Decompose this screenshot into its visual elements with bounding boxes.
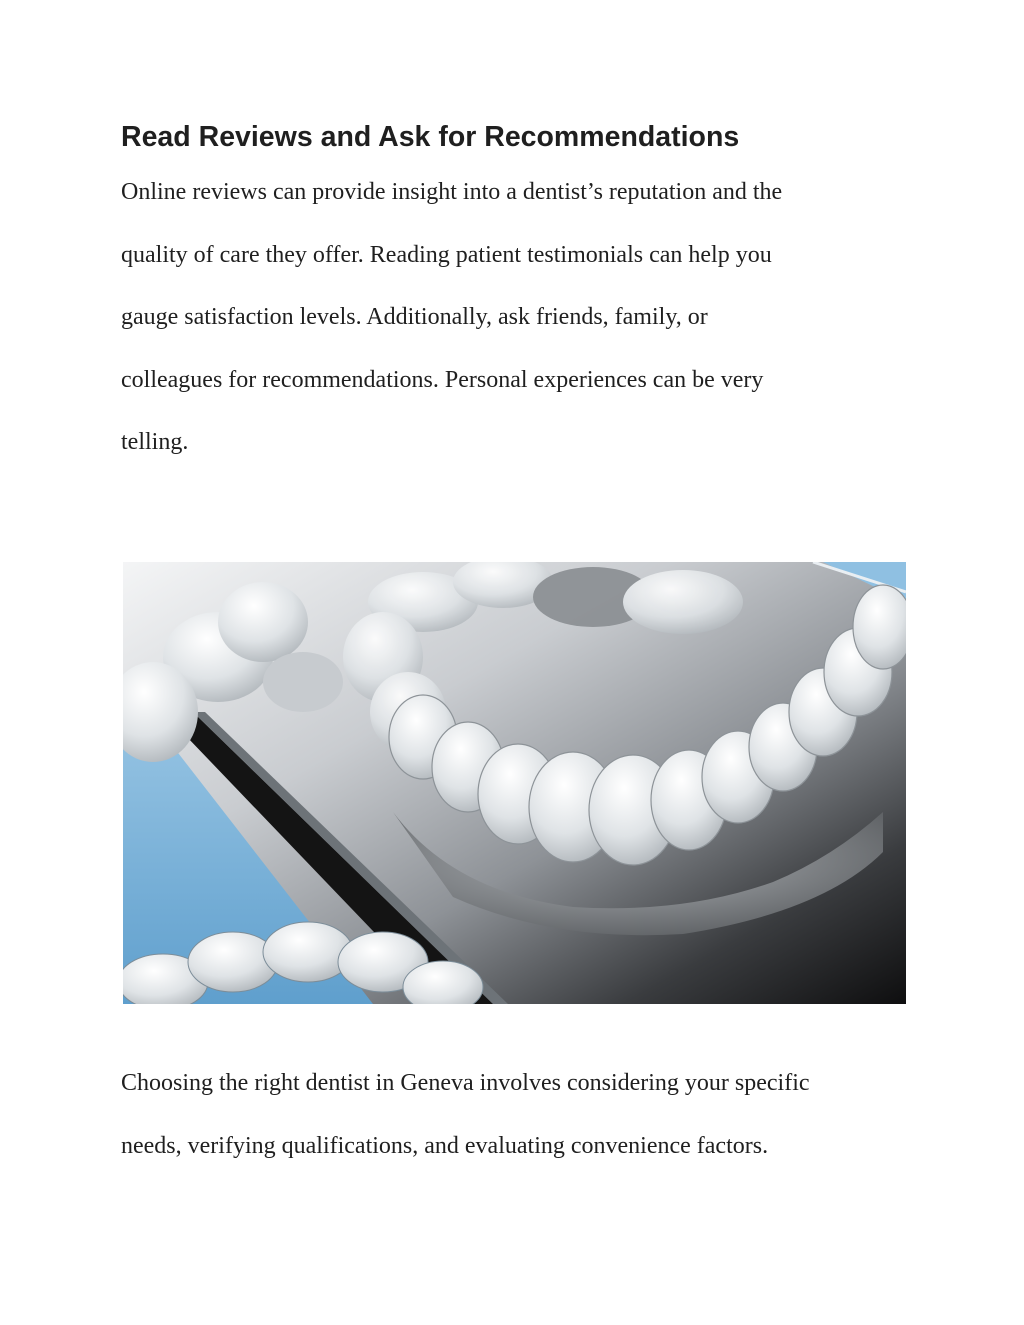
text-line: needs, verifying qualifications, and evaluating convenience factors. xyxy=(121,1132,769,1159)
section-heading: Read Reviews and Ask for Recommendations xyxy=(121,121,740,153)
text-line: telling. xyxy=(121,429,189,455)
text-line: gauge satisfaction levels. Additionally, ask friends, family, or xyxy=(121,304,708,330)
aligners-illustration xyxy=(123,562,906,1004)
text-line: Choosing the right dentist in Geneva involves considering your specific xyxy=(121,1070,810,1096)
paragraph-conclusion xyxy=(121,1052,810,1177)
text-line: quality of care they offer. Reading patient testimonials can help you xyxy=(121,241,772,268)
text-line: colleagues for recommendations. Personal experiences can be very xyxy=(121,366,764,393)
clear-aligners-photo xyxy=(123,562,906,1004)
paragraph-reviews xyxy=(121,161,782,474)
text-line: Online reviews can provide insight into a dentist’s reputation and the xyxy=(121,179,783,205)
